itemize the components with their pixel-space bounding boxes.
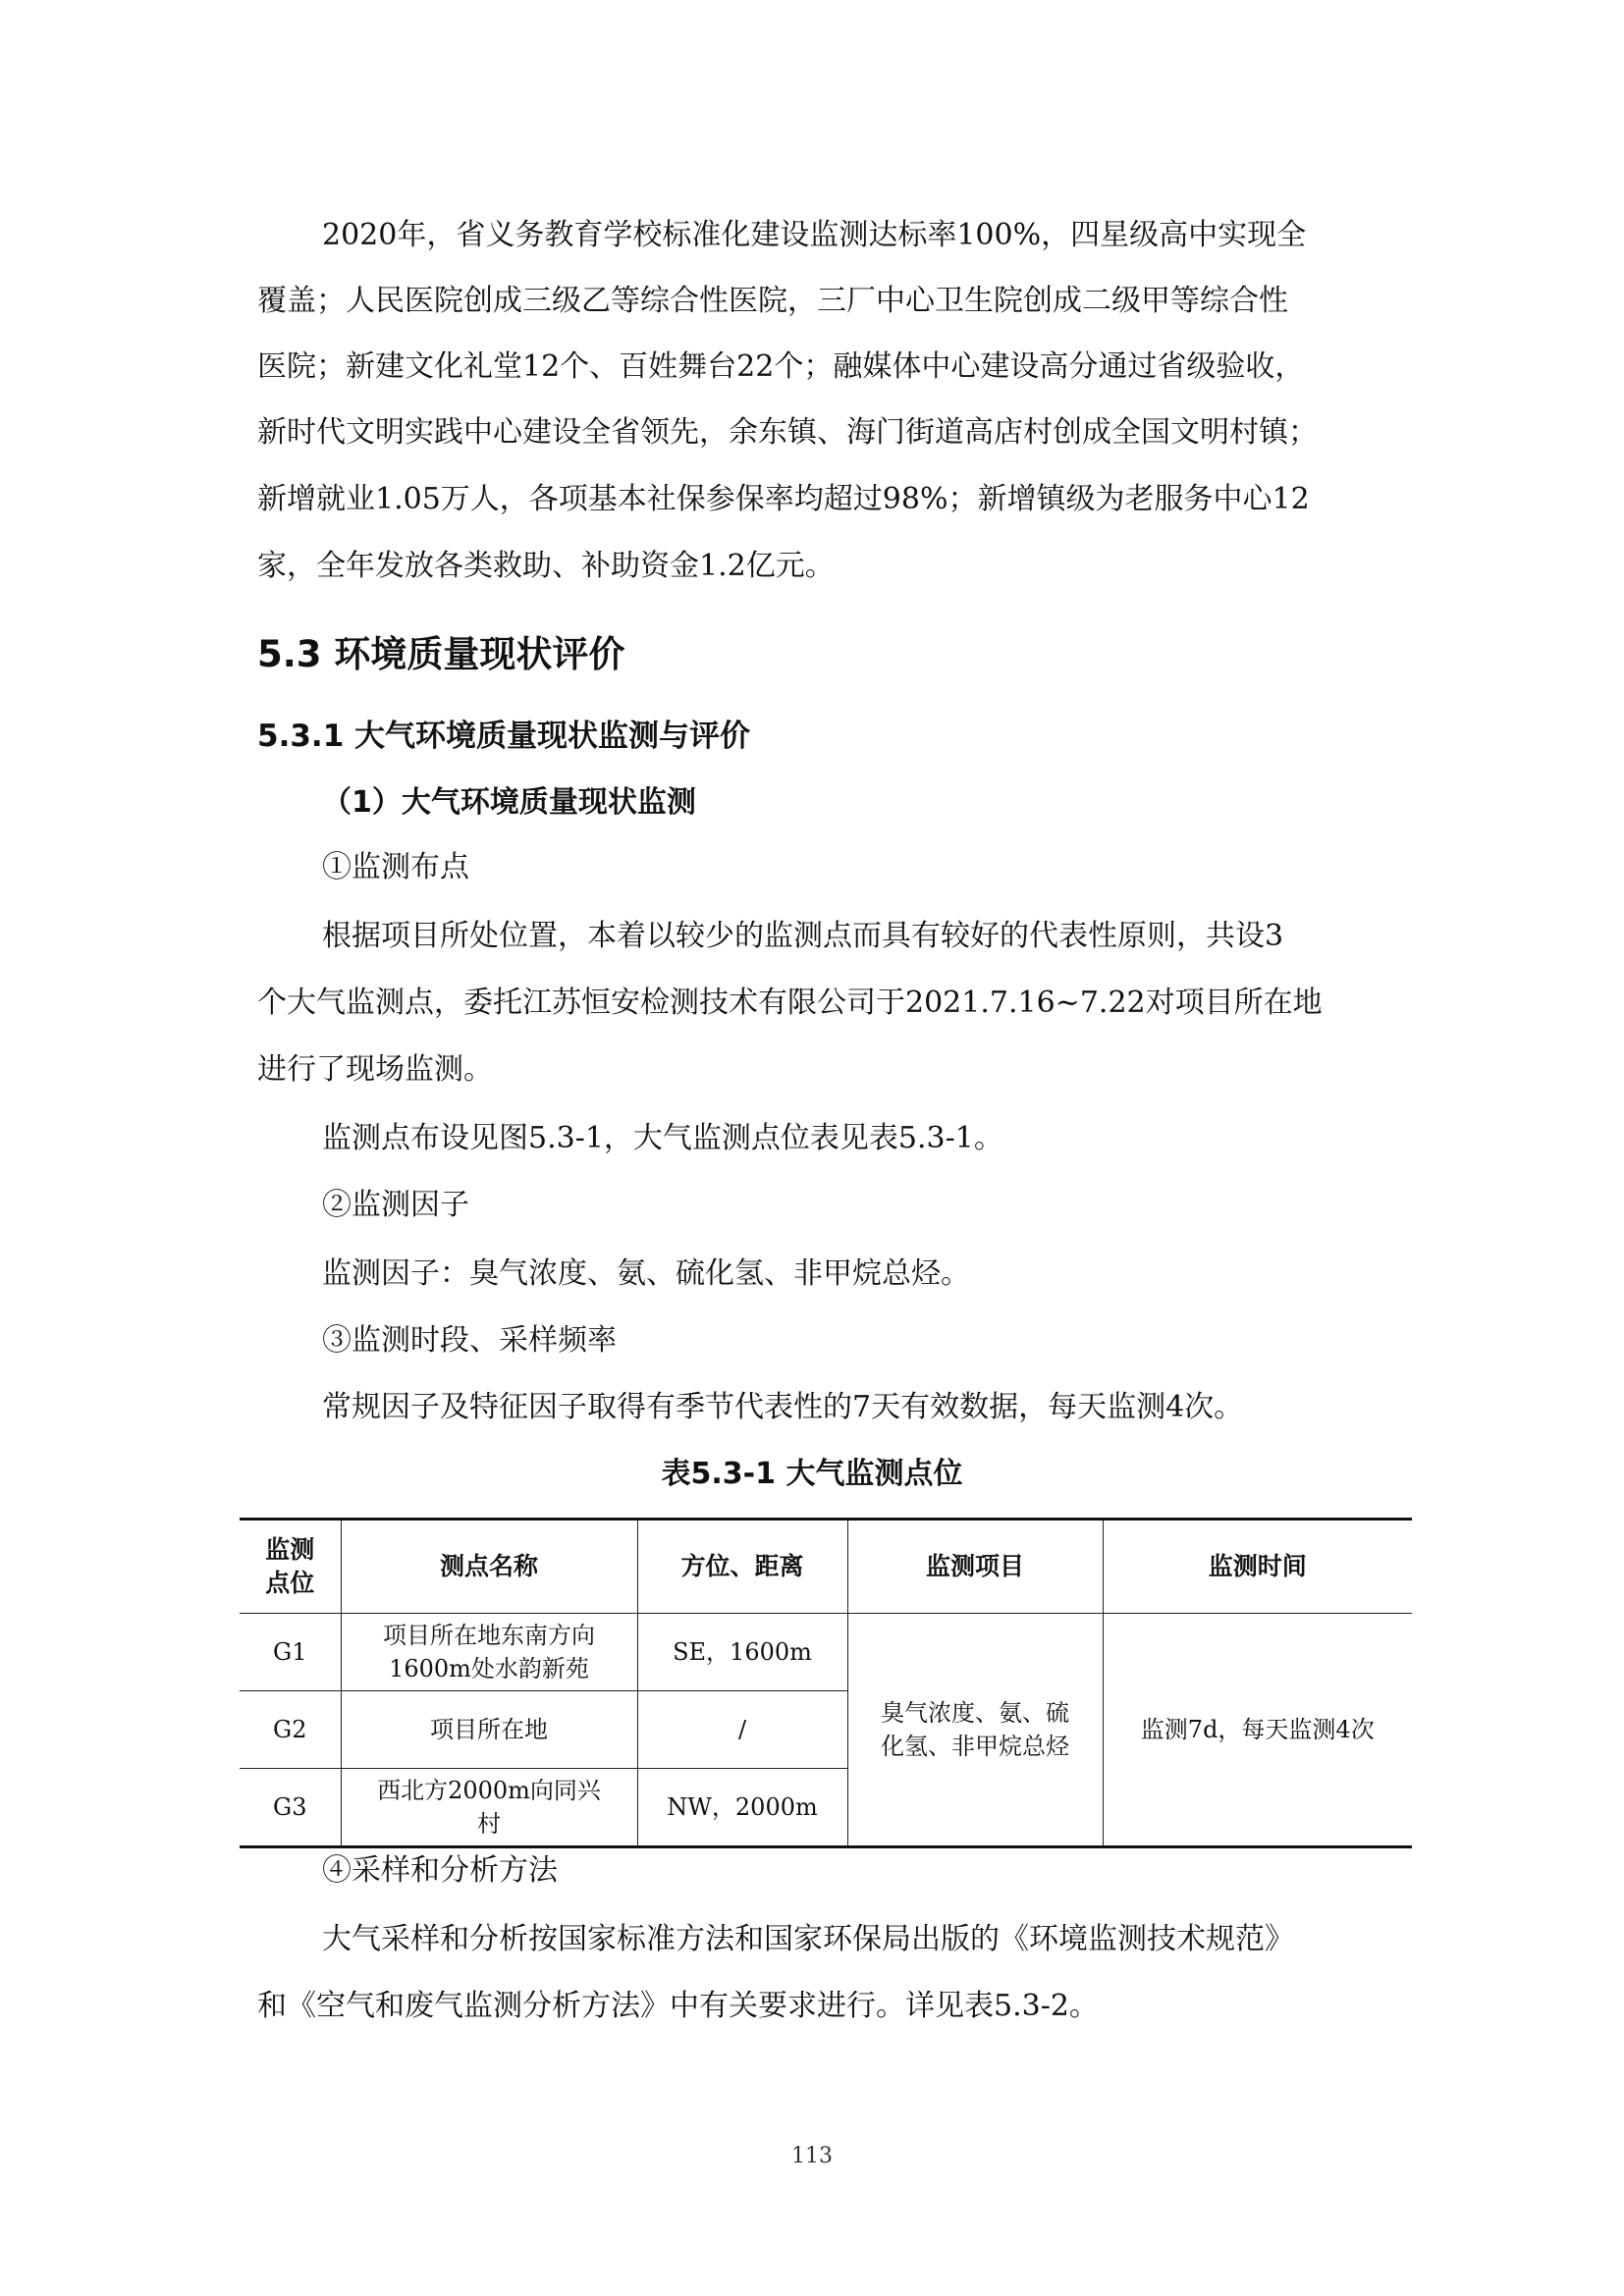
header-direction: 方位、距离 (637, 1520, 847, 1614)
methods-line-1: 大气采样和分析按国家标准方法和国家环保局出版的《环境监测技术规范》 (322, 1922, 1294, 1956)
methods-title: ④采样和分析方法 (322, 1853, 558, 1888)
header-items: 监测项目 (847, 1520, 1103, 1614)
monitoring-points-table (240, 1518, 1412, 1848)
intro-line-5: 新增就业1.05万人，各项基本社保参保率均超过98%；新增镇级为老服务中心12 (257, 482, 1310, 516)
methods-line-2: 和《空气和废气监测分析方法》中有关要求进行。详见表5.3-2。 (257, 1989, 1099, 2023)
section-heading: 5.3 环境质量现状评价 (257, 633, 625, 675)
table-caption: 表5.3-1 大气监测点位 (661, 1457, 963, 1491)
intro-line-4: 新时代文明实践中心建设全省领先，余东镇、海门街道高店村创成全国文明村镇； (257, 415, 1318, 450)
cell-monitoring-time: 监测7d，每天监测4次 (1103, 1614, 1412, 1847)
layout-line-3: 进行了现场监测。 (257, 1052, 493, 1087)
period-text: 常规因子及特征因子取得有季节代表性的7天有效数据，每天监测4次。 (322, 1390, 1244, 1424)
layout-line-2: 个大气监测点，委托江苏恒安检测技术有限公司于2021.7.16~7.22对项目所在地 (257, 986, 1323, 1020)
header-time: 监测时间 (1103, 1520, 1412, 1614)
intro-line-3: 医院；新建文化礼堂12个、百姓舞台22个；融媒体中心建设高分通过省级验收， (257, 349, 1305, 384)
intro-line-6: 家，全年发放各类救助、补助资金1.2亿元。 (257, 549, 835, 583)
header-point: 监测 点位 (240, 1520, 341, 1614)
layout-line-1: 根据项目所处位置，本着以较少的监测点而具有较好的代表性原则，共设3 (322, 919, 1284, 953)
cell-direction: NW，2000m (637, 1769, 847, 1847)
cell-point-id: G1 (240, 1614, 341, 1691)
cell-direction: SE，1600m (637, 1614, 847, 1691)
subsubsection-heading: （1）大气环境质量现状监测 (322, 785, 696, 820)
cell-direction: / (637, 1691, 847, 1769)
period-title: ③监测时段、采样频率 (322, 1323, 617, 1358)
cell-point-name: 项目所在地东南方向 1600m处水韵新苑 (341, 1614, 637, 1691)
page-number: 113 (791, 2144, 833, 2168)
cell-monitoring-items: 臭气浓度、氨、硫 化氢、非甲烷总烃 (847, 1614, 1103, 1847)
layout-reference: 监测点布设见图5.3-1，大气监测点位表见表5.3-1。 (322, 1121, 1003, 1155)
subsection-heading: 5.3.1 大气环境质量现状监测与评价 (257, 719, 751, 754)
factor-title: ②监测因子 (322, 1188, 469, 1222)
header-name: 测点名称 (341, 1520, 637, 1614)
intro-line-2: 覆盖；人民医院创成三级乙等综合性医院，三厂中心卫生院创成二级甲等综合性 (257, 284, 1288, 318)
intro-line-1: 2020年，省义务教育学校标准化建设监测达标率100%，四星级高中实现全 (322, 218, 1307, 252)
cell-point-id: G3 (240, 1769, 341, 1847)
table-row (240, 1614, 1412, 1691)
cell-point-name: 项目所在地 (341, 1691, 637, 1769)
table-header-row (240, 1520, 1412, 1614)
cell-point-id: G2 (240, 1691, 341, 1769)
cell-point-name: 西北方2000m向同兴 村 (341, 1769, 637, 1847)
factor-text: 监测因子：臭气浓度、氨、硫化氢、非甲烷总烃。 (322, 1256, 970, 1291)
layout-title: ①监测布点 (322, 850, 469, 884)
